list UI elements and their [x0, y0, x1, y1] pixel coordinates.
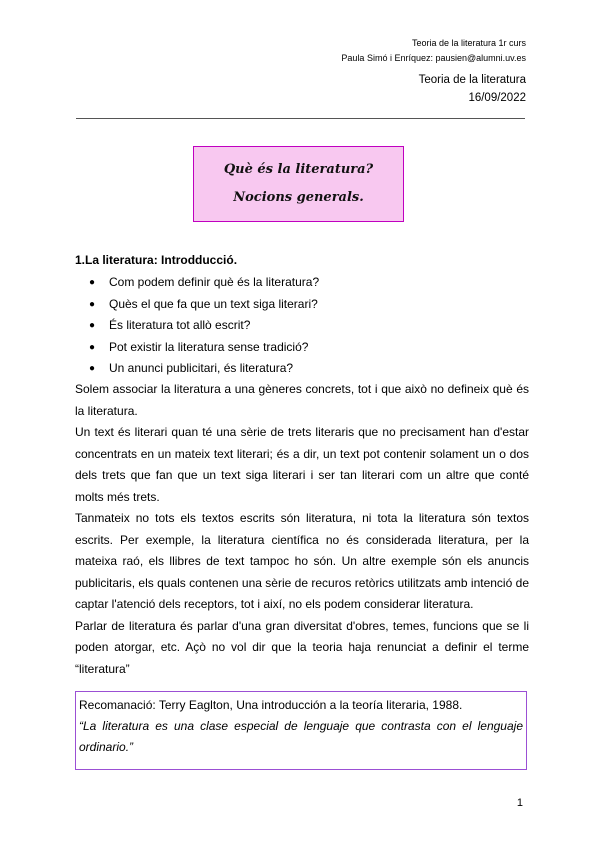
recommendation-box — [75, 691, 527, 770]
list-item-text: Com podem definir què és la literatura? — [109, 275, 320, 289]
paragraph: Tanmateix no tots els textos escrits són literatura, ni tota la literatura són textos escrits. Per exemple, la literatura científica no és considerada literatura, per la mateixa raó, els llibres de text tampoc ho són. Un altre exemple són els anuncis publicitaris, els quals contenen una sèrie de recuros retòrics utilitzats amb intenció de captar l'atenció dels receptors, tot i així, no els podem considerar literatura. — [75, 511, 529, 611]
recommendation-quote: “La literatura es una clase especial de lenguaje que contrasta con el lenguaje ordinario.” — [79, 719, 523, 754]
paragraph: Parlar de literatura és parlar d'una gran diversitat d'obres, temes, funcions que se li poden atorgar, etc. Açò no vol dir que la teoria haja renunciat a definir el terme “literatura” — [75, 618, 529, 676]
body-paragraphs — [75, 379, 529, 680]
list-item-text: Pot existir la literatura sense tradició? — [109, 339, 309, 354]
list-item — [89, 294, 319, 316]
list-item-text: És literatura tot allò escrit? — [109, 318, 251, 332]
section-heading: 1.La literatura: Introdducció. — [75, 253, 238, 267]
list-item-text: Un anunci publicitari, és literatura? — [109, 361, 294, 375]
bullet-icon: ● — [89, 363, 96, 374]
paragraph: Un text és literari quan té una sèrie de trets literaris que no precisament han d'estar concentrats en un mateix text literari; és a dir, un text pot contenir solament un o dos dels trets que fan que un text siga literari i ser tan literari com un altre que conté molts més trets. — [75, 425, 529, 504]
header-divider — [76, 118, 525, 119]
bullet-icon: ● — [89, 298, 96, 310]
page-title: Què és la literatura? Nocions generals. — [223, 162, 374, 205]
header-date: 16/09/2022 — [468, 92, 526, 104]
header-author: Paula Simó i Enríquez: pausien@alumni.uv.es — [341, 53, 526, 63]
list-item-text: Quès el que fa que un text siga literari? — [109, 296, 318, 311]
bullet-icon: ● — [89, 277, 96, 288]
question-list — [89, 272, 319, 380]
paragraph: Solem associar la literatura a una gèneres concrets, tot i que això no defineix què és la literatura. — [75, 382, 529, 418]
list-item — [89, 272, 319, 294]
list-item — [89, 358, 319, 380]
page-number: 1 — [516, 797, 523, 809]
header-course: Teoria de la literatura 1r curs — [411, 38, 526, 48]
title-box — [193, 146, 404, 222]
bullet-icon: ● — [89, 341, 96, 353]
list-item — [89, 337, 319, 359]
recommendation-text: Recomanació: Terry Eaglton, Una introducción a la teoría literaria, 1988. — [79, 698, 463, 712]
header-subject: Teoria de la literatura — [418, 74, 526, 86]
bullet-icon: ● — [89, 320, 96, 331]
list-item — [89, 315, 319, 337]
